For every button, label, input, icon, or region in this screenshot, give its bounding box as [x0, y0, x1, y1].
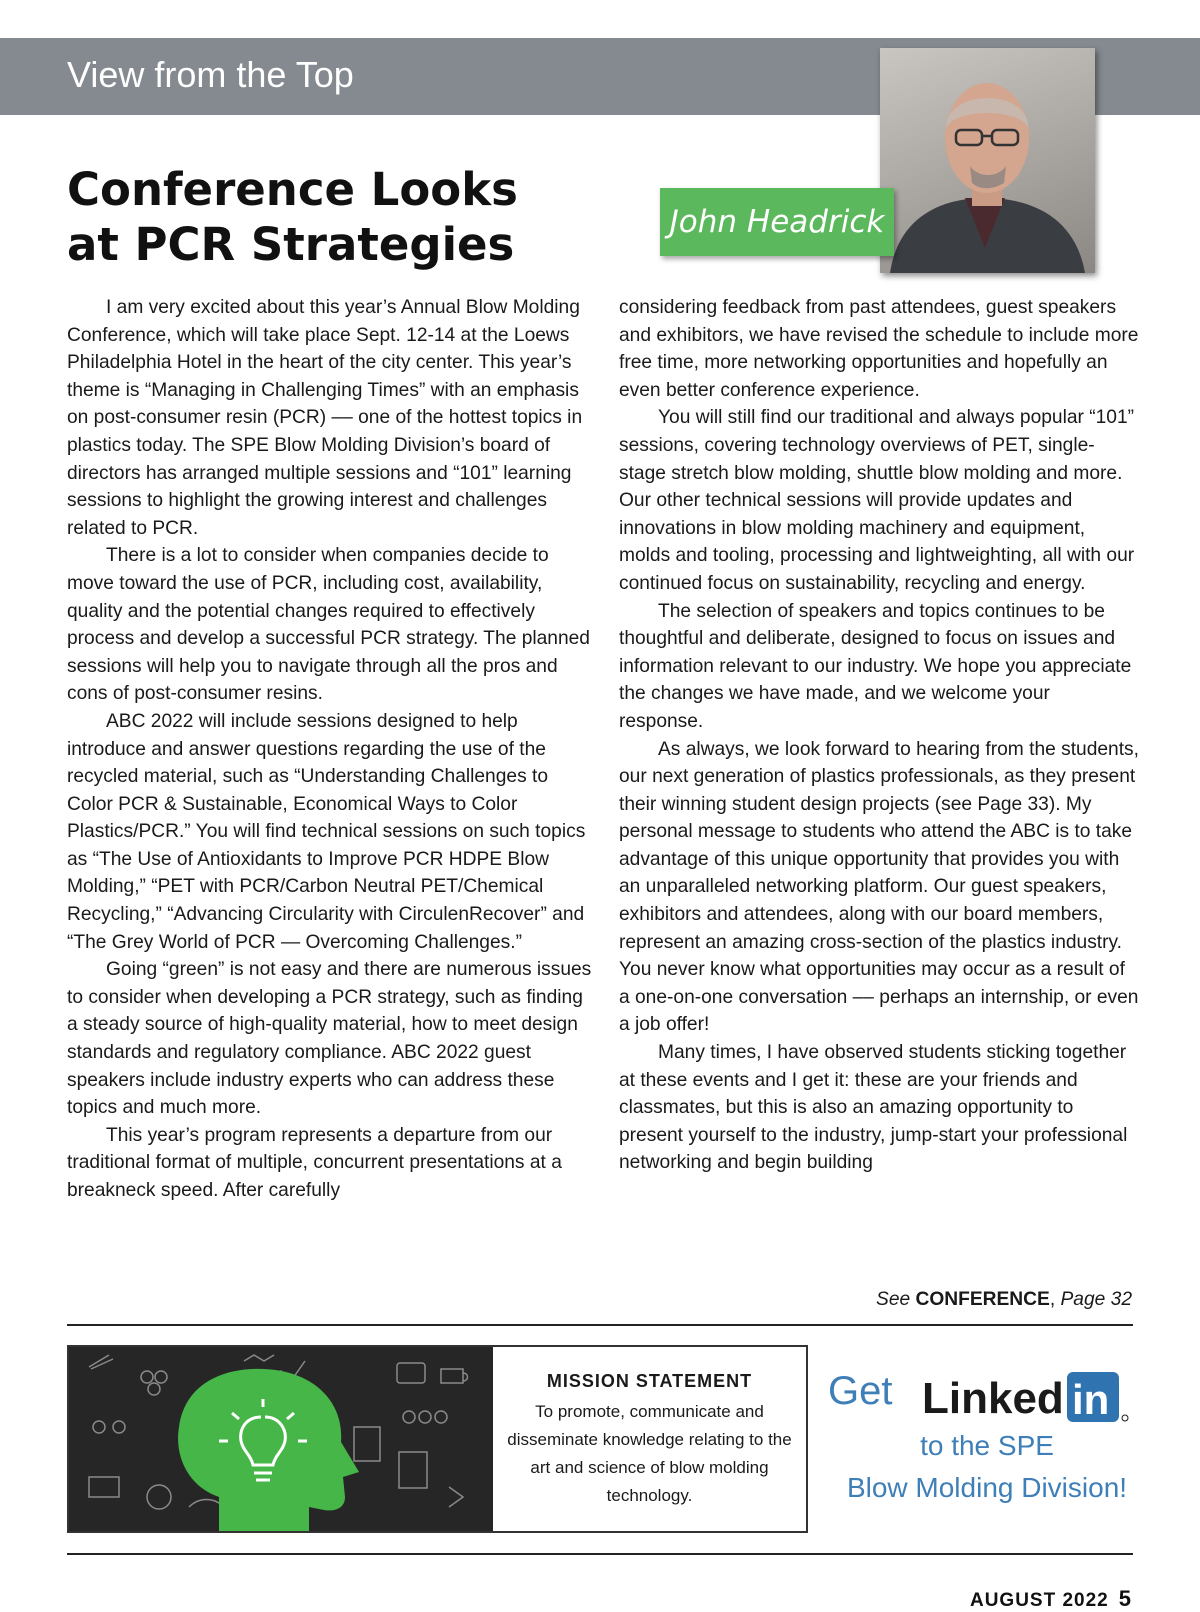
- issue-date: AUGUST 2022: [969, 1590, 1109, 1611]
- mission-illustration: [69, 1347, 493, 1531]
- page-footer: [970, 1586, 1132, 1612]
- page-number: 5: [1118, 1586, 1132, 1611]
- linkedin-get-text: Get: [828, 1369, 893, 1413]
- linkedin-line-2: Blow Molding Division!: [846, 1472, 1128, 1503]
- linkedin-logo-word: Linked: [922, 1374, 1064, 1423]
- paragraph: You will still find our traditional and always popular “101” sessions, covering technology overviews of PET, single-stage stretch blow molding, shuttle blow molding and more. Our other technical sessions will provide updates and innovations in blow molding machinery and equipment, molds and tooling, processing and lightweighting, all with our continued focus on sustainability, recycling and energy.: [619, 407, 1135, 594]
- author-photo: [880, 48, 1095, 273]
- see-prefix: See: [876, 1289, 911, 1310]
- paragraph-continuation: considering feedback from past attendees, guest speakers and exhibitors, we have revised the schedule to include more free time, more networking opportunities and hopefully an even better conference experience.: [619, 297, 1139, 401]
- article-headline: [67, 162, 587, 272]
- author-name: John Headrick: [669, 204, 885, 240]
- article-column-left: [67, 294, 592, 1205]
- author-portrait-illustration: [880, 48, 1095, 273]
- linkedin-logo-in: in: [1072, 1376, 1110, 1423]
- paragraph: This year’s program represents a departure from our traditional format of multiple, concurrent presentations at a breakneck speed. After carefully: [67, 1124, 562, 1201]
- linkedin-logo-icon: [922, 1369, 1132, 1425]
- see-page: Page 32: [1060, 1289, 1132, 1310]
- linkedin-line-1: to the SPE: [920, 1430, 1054, 1461]
- mission-text: [497, 1371, 802, 1510]
- mission-body: To promote, communicate and disseminate knowledge relating to the art and science of blow molding technology.: [507, 1402, 792, 1505]
- paragraph: ABC 2022 will include sessions designed to help introduce and answer questions regarding the use of the recycled material, such as “Understanding Challenges to Color PCR & Sustainable, Economical Ways to Color Plastics/PCR.” You will find technical sessions on such topics as “The Use of Antioxidants to Improve PCR HDPE Blow Molding,” “PET with PCR/Carbon Neutral PET/Chemical Recycling,” “Advancing Circularity with CirculenRecover” and “The Grey World of PCR — Overcoming Challenges.”: [67, 710, 586, 953]
- paragraph: I am very excited about this year’s Annual Blow Molding Conference, which will take place Sept. 12-14 at the Loews Philadelphia Hotel in the heart of the city center. This year’s theme is “Managing in Challenging Times” with an emphasis on post-consumer resin (PCR) –– one of the hottest topics in plastics today. The SPE Blow Molding Division’s board of directors has arranged multiple sessions and “101” learning sessions to highlight the growing interest and challenges related to PCR.: [67, 297, 583, 539]
- head-lightbulb-icon: [69, 1347, 493, 1531]
- see-target: CONFERENCE: [915, 1289, 1050, 1310]
- divider-bottom: [67, 1553, 1133, 1555]
- section-title: View from the Top: [67, 54, 354, 95]
- linkedin-header: [822, 1365, 1152, 1425]
- paragraph: As always, we look forward to hearing from the students, our next generation of plastics professionals, as they present their winning student design projects (see Page 33). My personal message to students who attend the ABC is to take advantage of this unique opportunity that provides you with an unparalleled networking platform. Our guest speakers, exhibitors and attendees, along with our board members, represent an amazing cross-section of the plastics industry. You never know what opportunities may occur as a result of a one-on-one conversation –– perhaps an internship, or even a job offer!: [619, 738, 1139, 1036]
- divider-top: [67, 1324, 1133, 1326]
- paragraph: There is a lot to consider when companies decide to move toward the use of PCR, including cost, availability, quality and the potential changes required to effectively process and develop a successful PCR strategy. The planned sessions will help you to navigate through all the pros and cons of post-consumer resins.: [67, 545, 590, 705]
- linkedin-promo[interactable]: [822, 1365, 1152, 1509]
- author-byline: [660, 188, 894, 256]
- continuation-jump[interactable]: See CONFERENCE, Page 32: [876, 1289, 1132, 1310]
- article-column-right: [619, 294, 1139, 1177]
- headline-line-1: Conference Looks: [67, 163, 518, 216]
- paragraph: Going “green” is not easy and there are numerous issues to consider when developing a PCR strategy, such as finding a steady source of high-quality material, how to meet design standards and regulatory compliance. ABC 2022 guest speakers include industry experts who can address these topics and much more.: [67, 959, 592, 1119]
- mission-statement-box: [67, 1345, 808, 1533]
- headline-line-2: at PCR Strategies: [67, 218, 515, 271]
- paragraph: Many times, I have observed students sticking together at these events and I get it: these are your friends and classmates, but this is also an amazing opportunity to present yourself to the industry, jump-start your professional networking and begin building: [619, 1042, 1128, 1174]
- paragraph: The selection of speakers and topics continues to be thoughtful and deliberate, designed to focus on issues and information relevant to our industry. We hope you appreciate the changes we have made, and we welcome your response.: [619, 600, 1132, 732]
- mission-title: MISSION STATEMENT: [546, 1371, 753, 1391]
